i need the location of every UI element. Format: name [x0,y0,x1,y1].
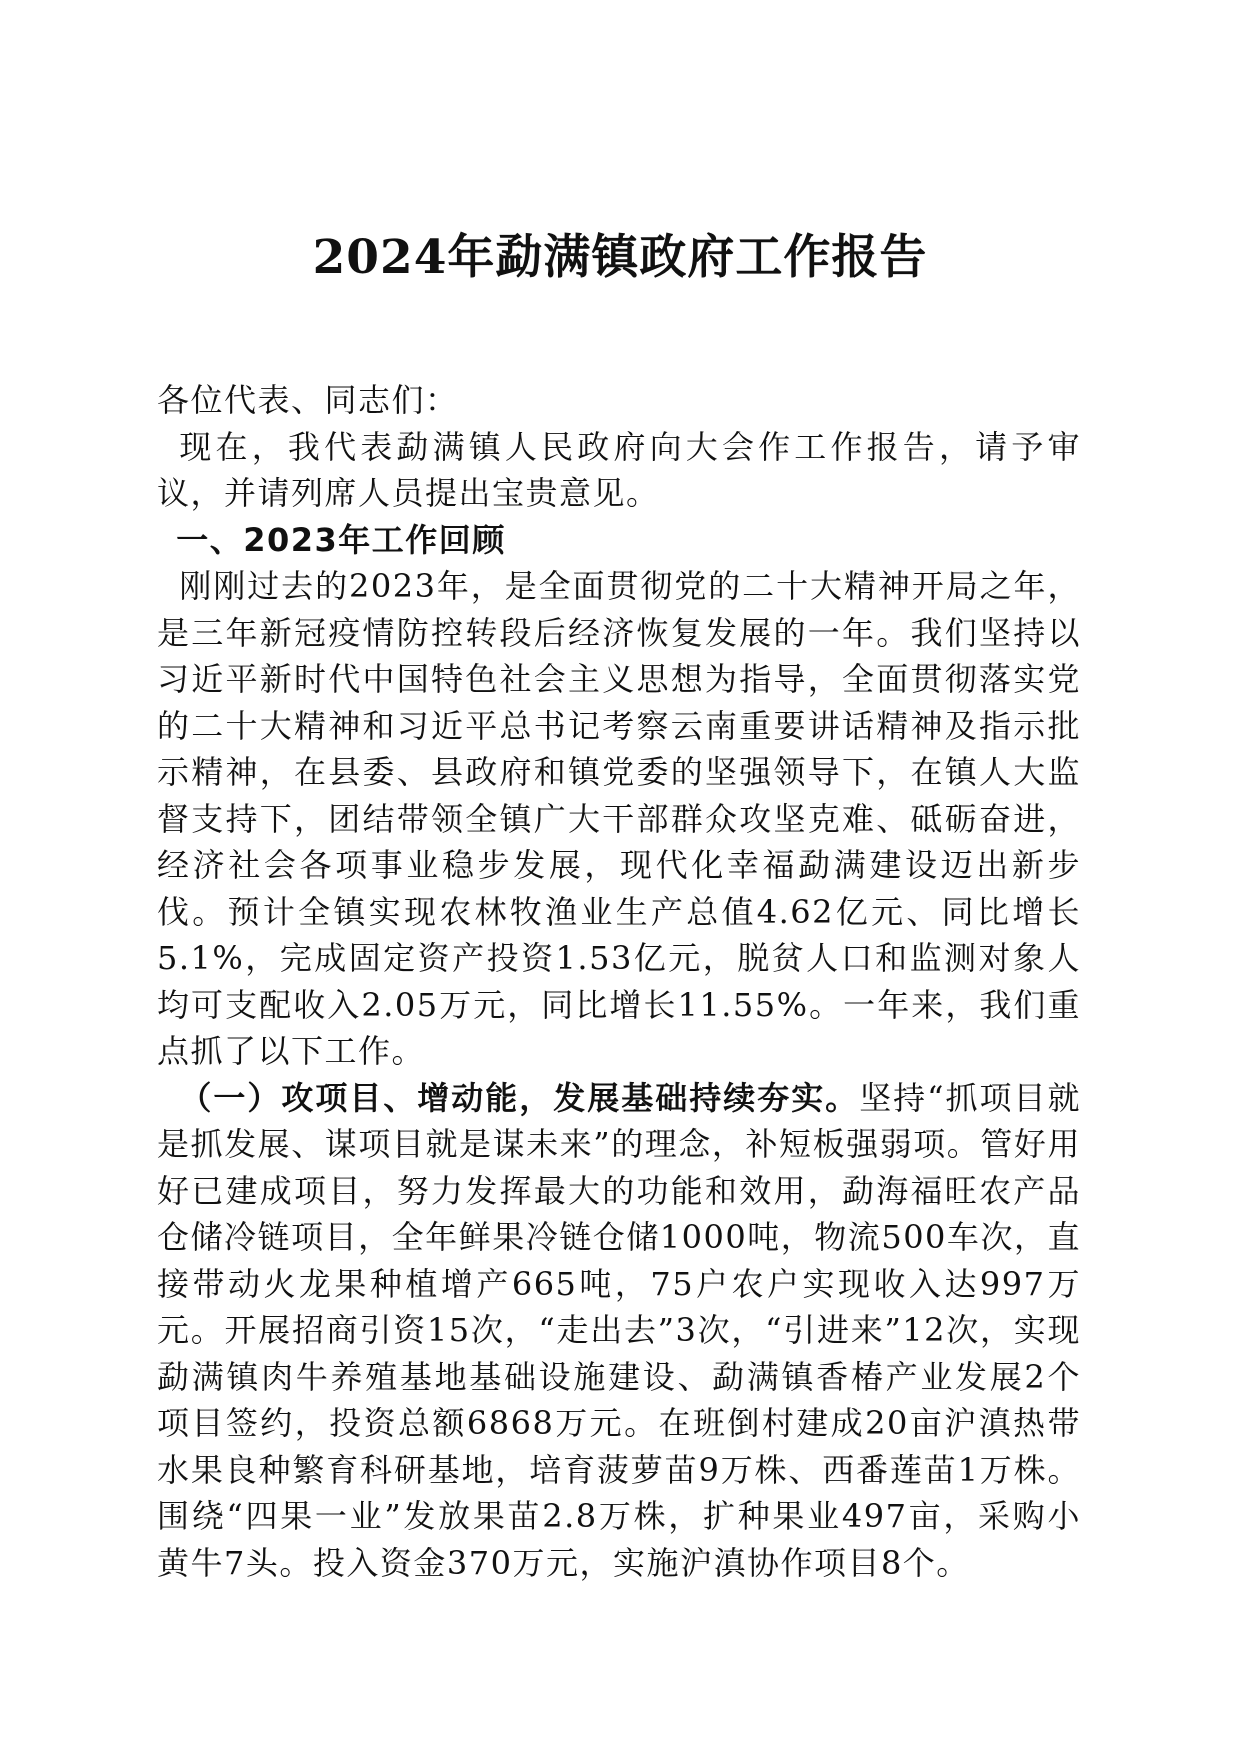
subsection-lead: （一）攻项目、增动能，发展基础持续夯实。 [179,1078,860,1117]
review-paragraph: 刚刚过去的2023年，是全面贯彻党的二十大精神开局之年，是三年新冠疫情防控转段后经济恢复发展的一年。我们坚持以习近平新时代中国特色社会主义思想为指导，全面贯彻落实党的二十大精神和习近平总书记考察云南重要讲话精神及指示批示精神，在县委、县政府和镇党委的坚强领导下，在镇人大监督支持下，团结带领全镇广大干部群众攻坚克难、砥砺奋进，经济社会各项事业稳步发展，现代化幸福勐满建设迈出新步伐。预计全镇实现农林牧渔业生产总值4.62亿元、同比增长5.1%，完成固定资产投资1.53亿元，脱贫人口和监测对象人均可支配收入2.05万元，同比增长11.55%。一年来，我们重点抓了以下工作。 [157,567,1081,1070]
section-heading: 一、2023年工作回顾 [176,520,506,559]
salutation: 各位代表、同志们： [157,381,459,419]
subsection-body: 坚持“抓项目就是抓发展、谋项目就是谋未来”的理念，补短板强弱项。管好用好已建成项目，努力发挥最大的功能和效用，勐海福旺农产品仓储冷链项目，全年鲜果冷链仓储1000吨，物流500车次，直接带动火龙果种植增产665吨，75户农户实现收入达997万元。开展招商引资15次，“走出去”3次，“引进来”12次，实现勐满镇肉牛养殖基地基础设施建设、勐满镇香椿产业发展2个项目签约，投资总额6868万元。在班倒村建成20亩沪滇热带水果良种繁育科研基地，培育菠萝苗9万株、西番莲苗1万株。围绕“四果一业”发放果苗2.8万株，扩种果业497亩，采购小黄牛7头。投入资金370万元，实施沪滇协作项目8个。 [157,1078,1081,1582]
subsection-paragraph [157,1075,1081,1587]
document-title: 2024年勐满镇政府工作报告 [312,230,928,285]
intro-paragraph: 现在，我代表勐满镇人民政府向大会作工作报告，请予审议，并请列席人员提出宝贵意见。 [157,427,1081,512]
document-body [157,377,1081,1586]
